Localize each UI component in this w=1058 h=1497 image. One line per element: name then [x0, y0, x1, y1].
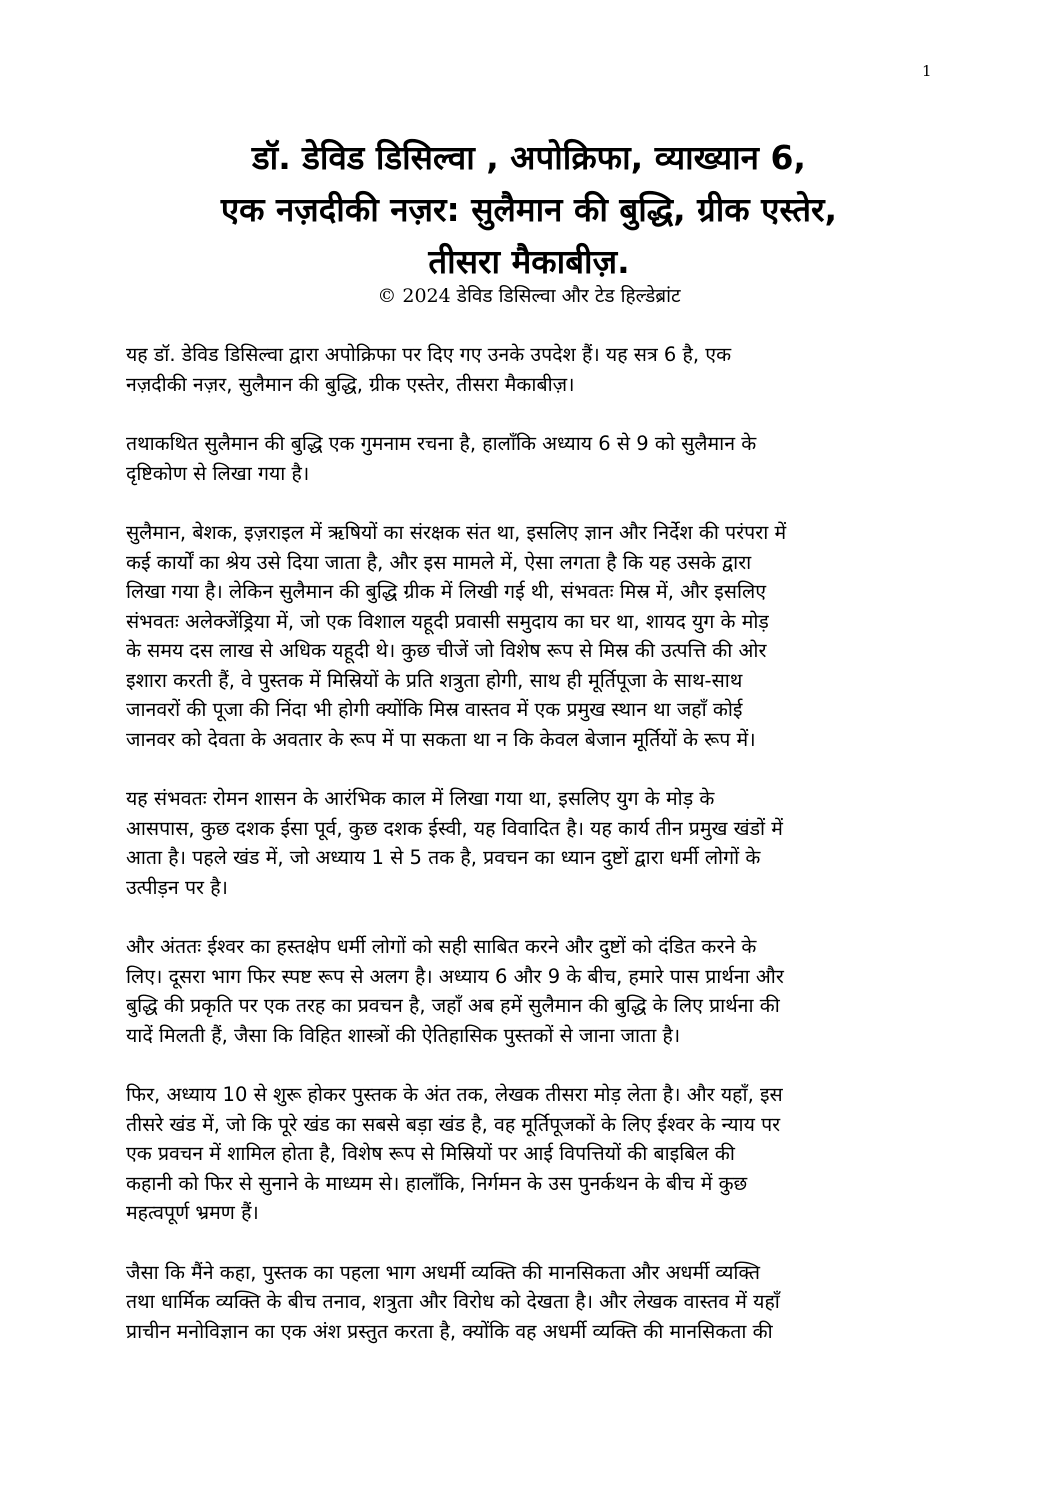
- paragraph: [126, 340, 926, 399]
- paragraph-line: जानवरों की पूजा की निंदा भी होगी क्योंकि मिस्र वास्तव में एक प्रमुख स्थान था जहाँ कोई: [126, 698, 743, 721]
- title-line: एक नज़दीकी नज़र: सुलैमान की बुद्धि, ग्रीक एस्तेर,: [220, 190, 838, 229]
- paragraph: [126, 1080, 926, 1228]
- paragraph-line: आसपास, कुछ दशक ईसा पूर्व, कुछ दशक ईस्वी, यह विवादित है। यह कार्य तीन प्रमुख खंडों में: [126, 816, 783, 840]
- copyright-notice: © 2024 डेविड डिसिल्वा और टेड हिल्डेब्रांट: [377, 285, 681, 307]
- paragraph-line: उत्पीड़न पर है।: [126, 875, 228, 899]
- paragraph-line: संभवतः अलेक्जेंड्रिया में, जो एक विशाल यहूदी प्रवासी समुदाय का घर था, शायद युग के मोड़: [126, 609, 769, 633]
- paragraph-line: कई कार्यों का श्रेय उसे दिया जाता है, और इस मामले में, ऐसा लगता है कि यह उसके द्वारा: [126, 550, 752, 574]
- paragraph-line: लिखा गया है। लेकिन सुलैमान की बुद्धि ग्रीक में लिखी गई थी, संभवतः मिस्र में, और इसलिए: [126, 580, 767, 603]
- paragraph-line: जानवर को देवता के अवतार के रूप में पा सकता था न कि केवल बेजान मूर्तियों के रूप में।: [126, 727, 756, 751]
- paragraph-line: यादें मिलती हैं, जैसा कि विहित शास्त्रों की ऐतिहासिक पुस्तकों से जाना जाता है।: [126, 1023, 681, 1047]
- paragraph-line: तथा धार्मिक व्यक्ति के बीच तनाव, शत्रुता और विरोध को देखता है। और लेखक वास्तव में यहाँ: [126, 1290, 780, 1313]
- paragraph-line: लिए। दूसरा भाग फिर स्पष्ट रूप से अलग है। अध्याय 6 और 9 के बीच, हमारे पास प्रार्थना और: [126, 964, 784, 988]
- paragraph-line: नज़दीकी नज़र, सुलैमान की बुद्धि, ग्रीक एस्तेर, तीसरा मैकाबीज़।: [126, 372, 575, 396]
- paragraph: [126, 429, 926, 488]
- paragraph-line: फिर, अध्याय 10 से शुरू होकर पुस्तक के अंत तक, लेखक तीसरा मोड़ लेता है। और यहाँ, इस: [126, 1083, 783, 1106]
- paragraph-line: के समय दस लाख से अधिक यहूदी थे। कुछ चीजें जो विशेष रूप से मिस्र की उत्पत्ति की ओर: [126, 639, 767, 662]
- paragraph: [126, 518, 926, 754]
- paragraph-line: एक प्रवचन में शामिल होता है, विशेष रूप से मिस्रियों पर आई विपत्तियों की बाइबिल की: [126, 1142, 735, 1165]
- document-title: [110, 132, 948, 288]
- paragraph: [126, 784, 926, 902]
- paragraph: [126, 932, 926, 1050]
- paragraph-line: यह डॉ. डेविड डिसिल्वा द्वारा अपोक्रिफा पर दिए गए उनके उपदेश हैं। यह सत्र 6 है, एक: [126, 343, 732, 366]
- paragraph-line: प्राचीन मनोविज्ञान का एक अंश प्रस्तुत करता है, क्योंकि वह अधर्मी व्यक्ति की मानसिकता की: [126, 1319, 773, 1343]
- paragraph-line: और अंततः ईश्वर का हस्तक्षेप धर्मी लोगों को सही साबित करने और दुष्टों को दंडित करने के: [126, 935, 757, 958]
- paragraph-line: तथाकथित सुलैमान की बुद्धि एक गुमनाम रचना है, हालाँकि अध्याय 6 से 9 को सुलैमान के: [126, 432, 757, 455]
- document-body: [126, 340, 926, 1376]
- paragraph: [126, 1258, 926, 1347]
- paragraph-line: यह संभवतः रोमन शासन के आरंभिक काल में लिखा गया था, इसलिए युग के मोड़ के: [126, 787, 715, 810]
- paragraph-line: बुद्धि की प्रकृति पर एक तरह का प्रवचन है, जहाँ अब हमें सुलैमान की बुद्धि के लिए प्रार्थना की: [126, 994, 780, 1017]
- paragraph-line: दृष्टिकोण से लिखा गया है।: [126, 461, 310, 485]
- paragraph-line: इशारा करती हैं, वे पुस्तक में मिस्रियों के प्रति शत्रुता होगी, साथ ही मूर्तिपूजा के साथ-साथ: [126, 668, 743, 692]
- paragraph-line: महत्वपूर्ण भ्रमण हैं।: [126, 1201, 259, 1224]
- paragraph-line: जैसा कि मैंने कहा, पुस्तक का पहला भाग अधर्मी व्यक्ति की मानसिकता और अधर्मी व्यक्ति: [126, 1260, 761, 1284]
- title-line: तीसरा मैकाबीज़.: [428, 242, 630, 281]
- paragraph-line: तीसरे खंड में, जो कि पूरे खंड का सबसे बड़ा खंड है, वह मूर्तिपूजकों के लिए ईश्वर के न्याय पर: [126, 1112, 781, 1136]
- paragraph-line: आता है। पहले खंड में, जो अध्याय 1 से 5 तक है, प्रवचन का ध्यान दुष्टों द्वारा धर्मी लोगों के: [126, 846, 761, 869]
- page-number: 1: [922, 62, 932, 80]
- title-line: डॉ. डेविड डिसिल्वा , अपोक्रिफा, व्याख्यान 6,: [252, 138, 806, 177]
- paragraph-line: सुलैमान, बेशक, इज़राइल में ऋषियों का संरक्षक संत था, इसलिए ज्ञान और निर्देश की परंपरा में: [126, 521, 787, 544]
- paragraph-line: कहानी को फिर से सुनाने के माध्यम से। हालाँकि, निर्गमन के उस पुनर्कथन के बीच में कुछ: [126, 1171, 748, 1195]
